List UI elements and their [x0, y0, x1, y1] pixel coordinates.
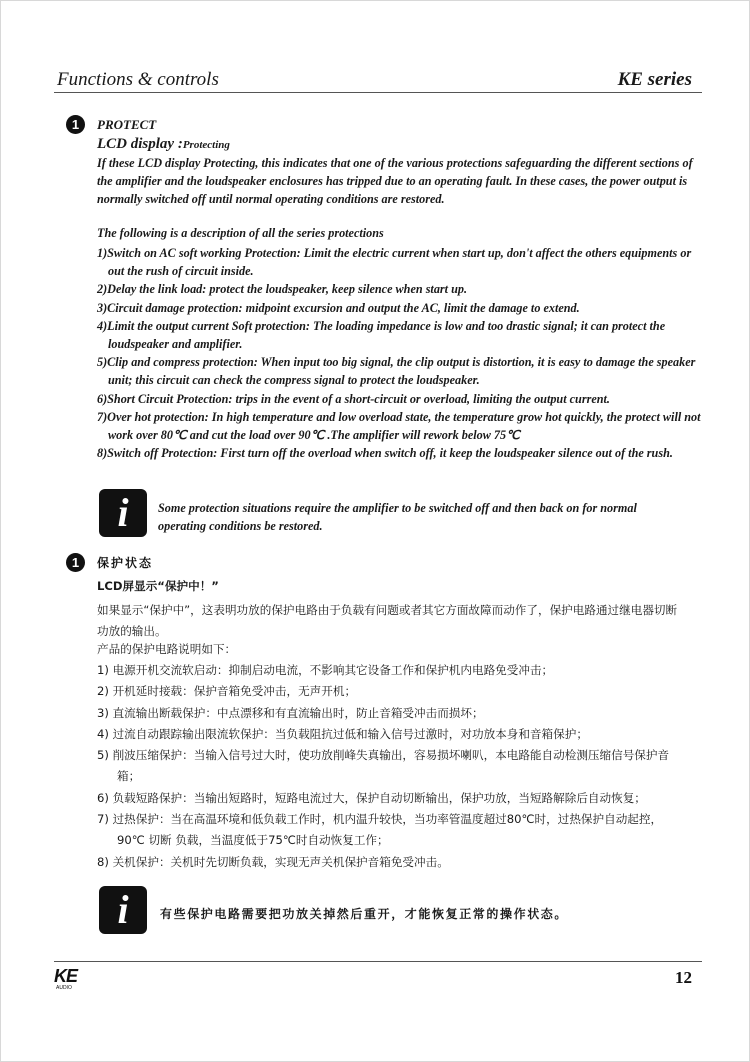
cn-list-item: 6) 负载短路保护：当输出短路时，短路电流过大，保护自动切断输出，保护功放，当短路解除后自动恢复； — [97, 790, 646, 805]
cn-list-item: 1) 电源开机交流软启动：抑制启动电流，不影响其它设备工作和保护机内电路免受冲击； — [97, 663, 554, 677]
footer-rule — [54, 961, 702, 962]
cn-list-item: 8) 关机保护：关机时先切断负载，实现无声关机保护音箱免受冲击。 — [97, 854, 449, 869]
cn-list-item: 2) 开机延时接载：保护音箱免受冲击，无声开机； — [97, 684, 357, 699]
en-lcd-display-line — [97, 136, 230, 153]
cn-list-item: 7) 过热保护：当在高温环境和低负载工作时，机内温升较快，当功率管温度超过80℃时，过热保护自动起控，90℃ 切断 负载，当温度低于75℃时自动恢复工作； — [97, 812, 663, 848]
en-list-heading: The following is a description of all the series protections — [97, 226, 384, 240]
en-list-item: 6)Short Circuit Protection: trips in the event of a short-circuit or overload, limiting the output current. — [97, 391, 610, 406]
en-intro-paragraph: If these LCD display Protecting, this indicates that one of the various protections safeguarding the different sections of the amplifier and the loudspeaker enclosures has tripped due to an operating fault. In these cases, the power output is normally switched off until normal operating conditions are restored. — [97, 156, 693, 207]
en-protection-list — [97, 244, 707, 462]
en-lcd-value: Protecting — [182, 139, 230, 151]
en-section-title: PROTECT — [97, 117, 157, 132]
en-list-item: 5)Clip and compress protection: When input too big signal, the clip output is distortion, it is easy to damage the speaker unit; this circuit can check the compress signal to protect the loudspeaker. — [97, 355, 696, 388]
cn-protection-list — [97, 660, 682, 873]
en-list-item: 7)Over hot protection: In high temperature and low overload state, the temperature grow hot quickly, the protect will not work over 80℃ and cut the load over 90℃ .The amplifier will rework below 75℃ — [97, 409, 701, 443]
cn-intro-paragraph: 如果显示“保护中”，这表明功放的保护电路由于负载有问题或者其它方面故障而动作了，保护电路通过继电器切断功放的输出。 — [97, 603, 678, 638]
header-section-title: Functions & controls — [57, 69, 219, 90]
header-series-name: KE series — [617, 69, 692, 90]
cn-list-item: 5) 削波压缩保护：当输入信号过大时，使功放削峰失真输出，容易损坏喇叭，本电路能自动检测压缩信号保护音箱； — [97, 748, 670, 784]
header-rule — [54, 92, 702, 93]
en-list-item: 1)Switch on AC soft working Protection: Limit the electric current when start up, don't affect the others equipments or out the rush of circuit inside. — [97, 246, 692, 279]
cn-list-item: 4) 过流自动跟踪输出限流软保护：当负载阻抗过低和输入信号过激时，对功放本身和音箱保护； — [97, 726, 588, 741]
cn-list-item: 3) 直流输出断载保护：中点漂移和有直流输出时，防止音箱受冲击而损坏； — [97, 705, 484, 720]
cn-note: 有些保护电路需要把功放关掉然后重开，才能恢复正常的操作状态。 — [160, 907, 569, 921]
ke-audio-logo — [54, 967, 94, 991]
info-icon: i — [99, 489, 147, 537]
en-list-item: 2)Delay the link load: protect the loudspeaker, keep silence when start up. — [97, 282, 468, 297]
cn-list-heading: 产品的保护电路说明如下： — [97, 642, 237, 656]
section-number-badge: 1 — [66, 115, 85, 134]
en-list-item: 4)Limit the output current Soft protection: The loading impedance is low and too drastic signal; it can protect the loudspeaker and amplifier. — [97, 318, 666, 352]
section-number-badge: 1 — [66, 553, 85, 572]
page-number: 12 — [675, 968, 692, 987]
cn-section-title: 保护状态 — [97, 556, 154, 570]
logo-mark: KE — [54, 966, 78, 986]
info-icon: i — [99, 886, 147, 934]
cn-lcd-display-line: LCD屏显示“保护中！” — [97, 579, 219, 593]
en-lcd-label: LCD display : — [97, 136, 183, 152]
en-list-item: 8)Switch off Protection: First turn off the overload when switch off, it keep the loudspeaker silence out of the rush. — [97, 446, 673, 461]
en-list-item: 3)Circuit damage protection: midpoint excursion and output the AC, limit the damage to extend. — [97, 300, 580, 315]
en-note: Some protection situations require the amplifier to be switched off and then back on for normal operating conditions be restored. — [158, 501, 637, 533]
logo-subtext: AUDIO — [56, 985, 72, 991]
